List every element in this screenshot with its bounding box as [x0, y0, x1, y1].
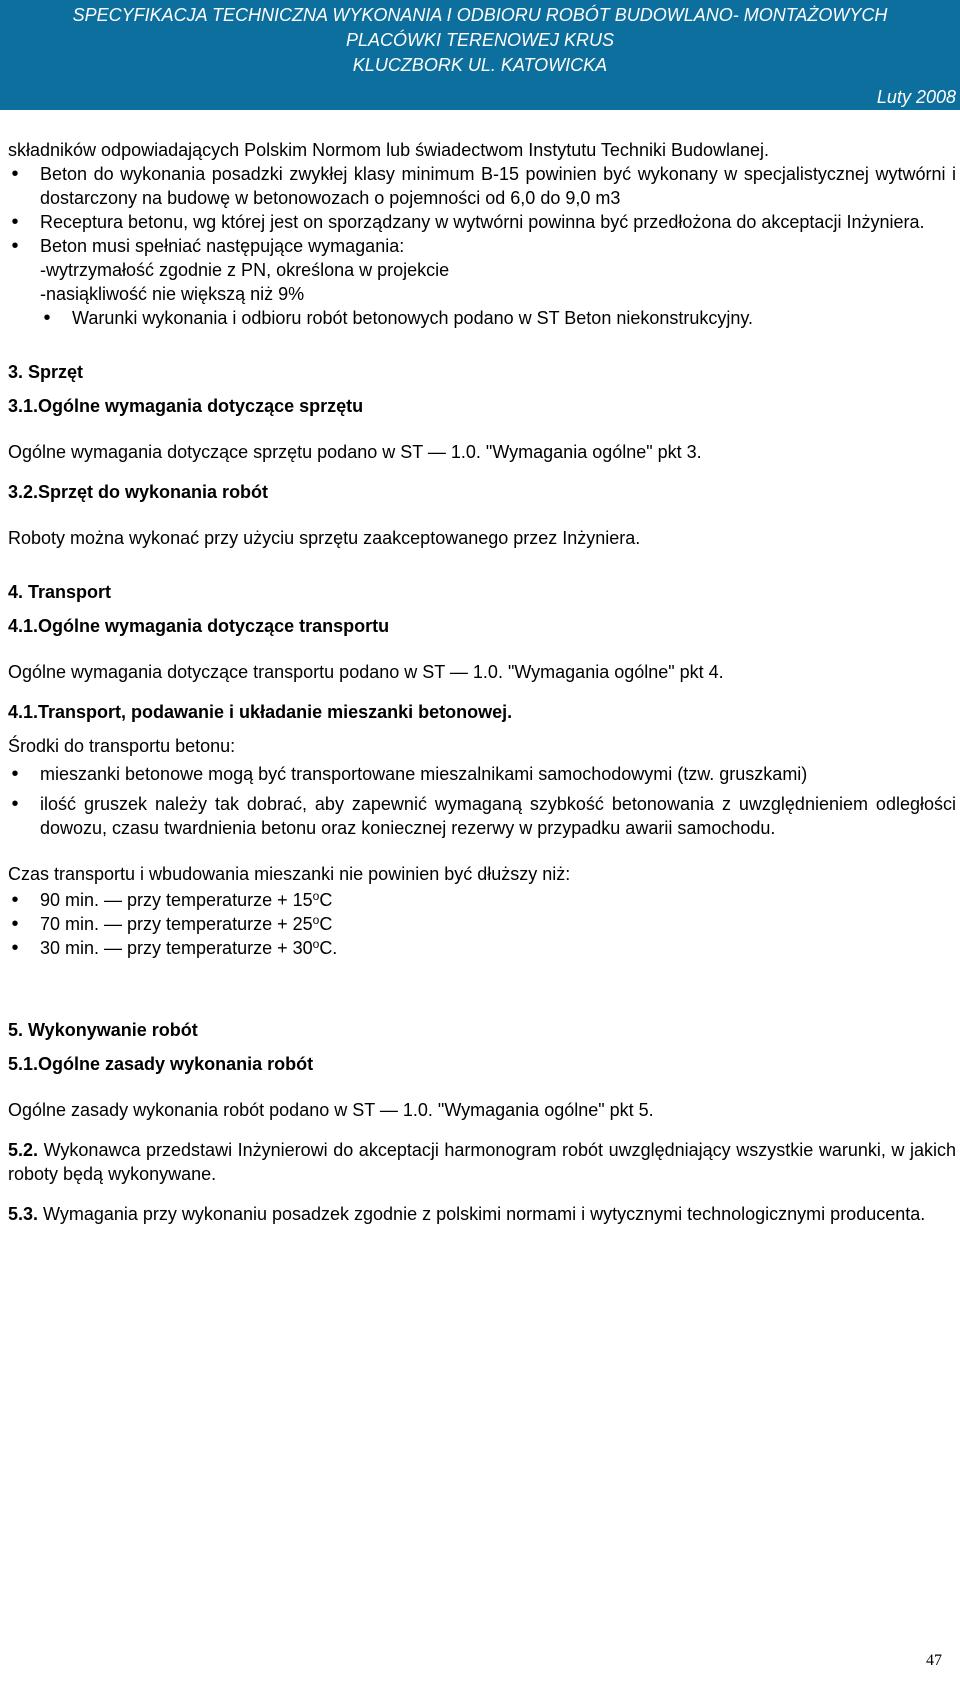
- list-item: [8, 234, 956, 306]
- list-item: [8, 888, 956, 912]
- requirement-strength: -wytrzymałość zgodnie z PN, określona w projekcie: [40, 260, 450, 280]
- item-number: 5.3.: [8, 1204, 39, 1224]
- transport-time-list: [8, 888, 956, 960]
- list-item: • ilość gruszek należy tak dobrać, aby zapewnić wymaganą szybkość betonowania z uwzględnieniem odległości dowozu, czasu twardnienia betonu oraz koniecznej rezerwy w przypadku awarii samochodu.: [8, 792, 956, 840]
- header-date: Luty 2008: [876, 87, 956, 107]
- item-text: Wymagania przy wykonaniu posadzek zgodnie z polskimi normami i wytycznymi technologicznymi producenta.: [38, 1204, 926, 1224]
- document-body: [8, 110, 956, 1226]
- subsection-heading: 4.1.Ogólne wymagania dotyczące transportu: [8, 616, 390, 636]
- section-heading: 5. Wykonywanie robót: [8, 1020, 198, 1040]
- item-text: Wykonawca przedstawi Inżynierowi do akceptacji harmonogram robót uwzględniający wszystkie warunki, w jakich roboty będą wykonywane.: [8, 1140, 956, 1184]
- time-text: 90 min. — przy temperaturze + 15: [40, 890, 313, 910]
- subsection-heading: 3.2.Sprzęt do wykonania robót: [8, 482, 269, 502]
- paragraph-label: Czas transportu i wbudowania mieszanki nie powinien być dłuższy niż:: [8, 864, 571, 884]
- list-item: [8, 912, 956, 936]
- header-location: KLUCZBORK UL. KATOWICKA: [352, 55, 608, 75]
- paragraph: [8, 1202, 956, 1226]
- list-item: • mieszanki betonowe mogą być transportowane mieszalnikami samochodowymi (tzw. gruszkami): [8, 762, 956, 786]
- paragraph: [8, 1138, 956, 1186]
- subsection-heading: 5.1.Ogólne zasady wykonania robót: [8, 1054, 314, 1074]
- section-heading: 3. Sprzęt: [8, 362, 84, 382]
- list-item: • Receptura betonu, wg której jest on sporządzany w wytwórni powinna być przedłożona do akceptacji Inżyniera.: [8, 210, 956, 234]
- list-item: • Warunki wykonania i odbioru robót betonowych podano w ST Beton niekonstrukcyjny.: [40, 306, 956, 330]
- paragraph-label: Środki do transportu betonu:: [8, 736, 236, 756]
- time-unit: C.: [319, 938, 338, 958]
- date-bar: [0, 84, 960, 110]
- concrete-bullet-list: [8, 162, 956, 306]
- time-text: 70 min. — przy temperaturze + 25: [40, 914, 313, 934]
- time-unit: C: [319, 914, 333, 934]
- time-unit: C: [319, 890, 333, 910]
- section-heading: 4. Transport: [8, 582, 112, 602]
- continuation-paragraph: składników odpowiadających Polskim Normom lub świadectwom Instytutu Techniki Budowlanej.: [8, 140, 770, 160]
- degree-sup: o: [312, 937, 320, 951]
- paragraph: Ogólne zasady wykonania robót podano w ST — 1.0. "Wymagania ogólne" pkt 5.: [8, 1100, 654, 1120]
- degree-sup: o: [312, 889, 320, 903]
- document-header: [0, 0, 960, 84]
- subsection-heading: 4.1.Transport, podawanie i układanie mieszanki betonowej.: [8, 702, 513, 722]
- item-number: 5.2.: [8, 1140, 39, 1160]
- requirements-lead: Beton musi spełniać następujące wymagania:: [40, 236, 405, 256]
- list-item: • Beton do wykonania posadzki zwykłej klasy minimum B-15 powinien być wykonany w specjalistycznej wytwórni i dostarczony na budowę w betonowozach o pojemności od 6,0 do 9,0 m3: [8, 162, 956, 210]
- degree-sup: o: [312, 913, 320, 927]
- transport-means-list: [8, 762, 956, 840]
- subsection-heading: 3.1.Ogólne wymagania dotyczące sprzętu: [8, 396, 364, 416]
- paragraph: Ogólne wymagania dotyczące sprzętu podano w ST — 1.0. "Wymagania ogólne" pkt 3.: [8, 442, 702, 462]
- page-number: 47: [926, 1652, 942, 1669]
- paragraph: Ogólne wymagania dotyczące transportu podano w ST — 1.0. "Wymagania ogólne" pkt 4.: [8, 662, 724, 682]
- header-subtitle: PLACÓWKI TERENOWEJ KRUS: [345, 30, 615, 50]
- paragraph: Roboty można wykonać przy użyciu sprzętu zaakceptowanego przez Inżyniera.: [8, 528, 641, 548]
- nested-bullet-list: [40, 306, 956, 330]
- requirement-absorption: -nasiąkliwość nie większą niż 9%: [40, 284, 305, 304]
- list-item: [8, 936, 956, 960]
- header-title: SPECYFIKACJA TECHNICZNA WYKONANIA I ODBIORU ROBÓT BUDOWLANO- MONTAŻOWYCH: [72, 5, 888, 25]
- time-text: 30 min. — przy temperaturze + 30: [40, 938, 313, 958]
